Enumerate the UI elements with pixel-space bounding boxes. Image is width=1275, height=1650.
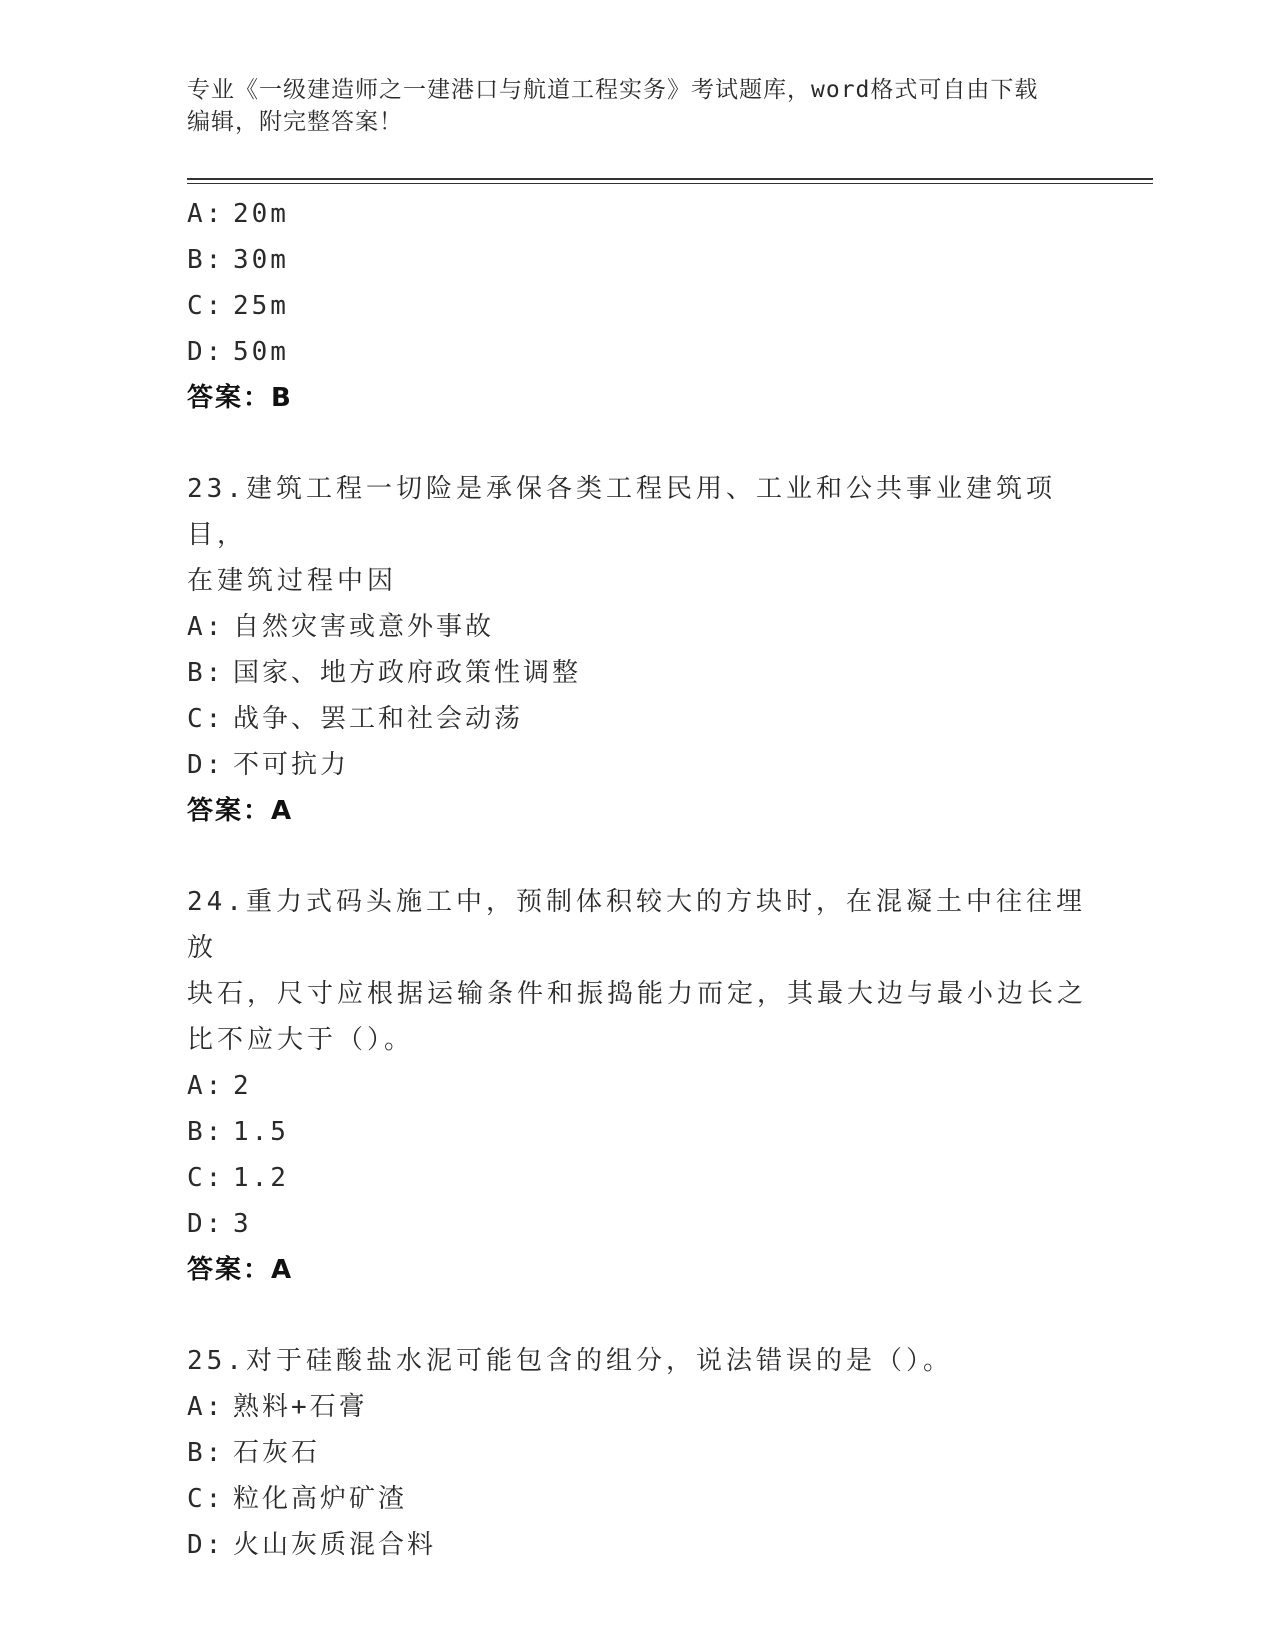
option-label: C: (187, 1484, 225, 1514)
document-header (187, 74, 1067, 138)
header-line-1: 专业《一级建造师之一建港口与航道工程实务》考试题库，word格式可自由下载 (187, 77, 1039, 103)
option-text: 石灰石 (233, 1438, 321, 1468)
option-label: C: (187, 1163, 225, 1193)
option-label: A: (187, 1071, 225, 1101)
option-text: 3 (233, 1209, 252, 1239)
option-b (187, 1109, 1087, 1155)
option-label: B: (187, 658, 225, 688)
question-stem-line: 块石，尺寸应根据运输条件和振捣能力而定，其最大边与最小边长之 (187, 979, 1088, 1009)
question-stem-line: 24.重力式码头施工中，预制体积较大的方块时，在混凝土中往往埋放 (187, 887, 1086, 963)
option-a (187, 1063, 1087, 1109)
option-text: 火山灰质混合料 (233, 1530, 437, 1560)
option-d (187, 742, 1087, 788)
option-text: 1.2 (233, 1163, 289, 1193)
option-label: A: (187, 199, 225, 229)
question-23 (187, 466, 1087, 834)
header-divider-thick (187, 178, 1153, 180)
option-b (187, 237, 1087, 283)
option-text: 国家、地方政府政策性调整 (233, 658, 582, 688)
option-text: 粒化高炉矿渣 (233, 1484, 408, 1514)
question-stem-line: 23.建筑工程一切险是承保各类工程民用、工业和公共事业建筑项目， (187, 474, 1056, 550)
option-label: A: (187, 612, 225, 642)
header-divider-thin (187, 183, 1153, 184)
header-line-2: 编辑，附完整答案！ (187, 109, 403, 135)
question-stem-line: 25.对于硅酸盐水泥可能包含的组分，说法错误的是（）。 (187, 1346, 953, 1376)
option-text: 2 (233, 1071, 252, 1101)
option-d (187, 1201, 1087, 1247)
option-text: 1.5 (233, 1117, 289, 1147)
question-stem-line: 在建筑过程中因 (187, 566, 398, 596)
option-text: 50m (233, 337, 289, 367)
question-25 (187, 1338, 1087, 1568)
answer-line: 答案：A (187, 1255, 294, 1285)
option-label: B: (187, 1438, 225, 1468)
option-c (187, 283, 1087, 329)
option-label: B: (187, 245, 225, 275)
option-text: 30m (233, 245, 289, 275)
option-a (187, 191, 1087, 237)
answer-line: 答案：A (187, 796, 294, 826)
option-b (187, 1430, 1087, 1476)
option-text: 战争、罢工和社会动荡 (233, 704, 524, 734)
option-text: 自然灾害或意外事故 (233, 612, 495, 642)
question-22 (187, 191, 1087, 421)
option-c (187, 1155, 1087, 1201)
option-label: C: (187, 291, 225, 321)
option-label: A: (187, 1392, 225, 1422)
option-label: D: (187, 1209, 225, 1239)
option-b (187, 650, 1087, 696)
option-text: 熟料+石膏 (233, 1392, 368, 1422)
option-label: D: (187, 750, 225, 780)
option-a (187, 604, 1087, 650)
option-text: 25m (233, 291, 289, 321)
option-c (187, 1476, 1087, 1522)
option-a (187, 1384, 1087, 1430)
option-label: C: (187, 704, 225, 734)
option-d (187, 1522, 1087, 1568)
option-c (187, 696, 1087, 742)
option-text: 20m (233, 199, 289, 229)
option-label: B: (187, 1117, 225, 1147)
option-d (187, 329, 1087, 375)
question-stem-line: 比不应大于（）。 (187, 1025, 415, 1055)
answer-line: 答案：B (187, 383, 293, 413)
option-label: D: (187, 1530, 225, 1560)
question-24 (187, 879, 1087, 1293)
question-content (187, 191, 1087, 1568)
option-text: 不可抗力 (233, 750, 350, 780)
option-label: D: (187, 337, 225, 367)
